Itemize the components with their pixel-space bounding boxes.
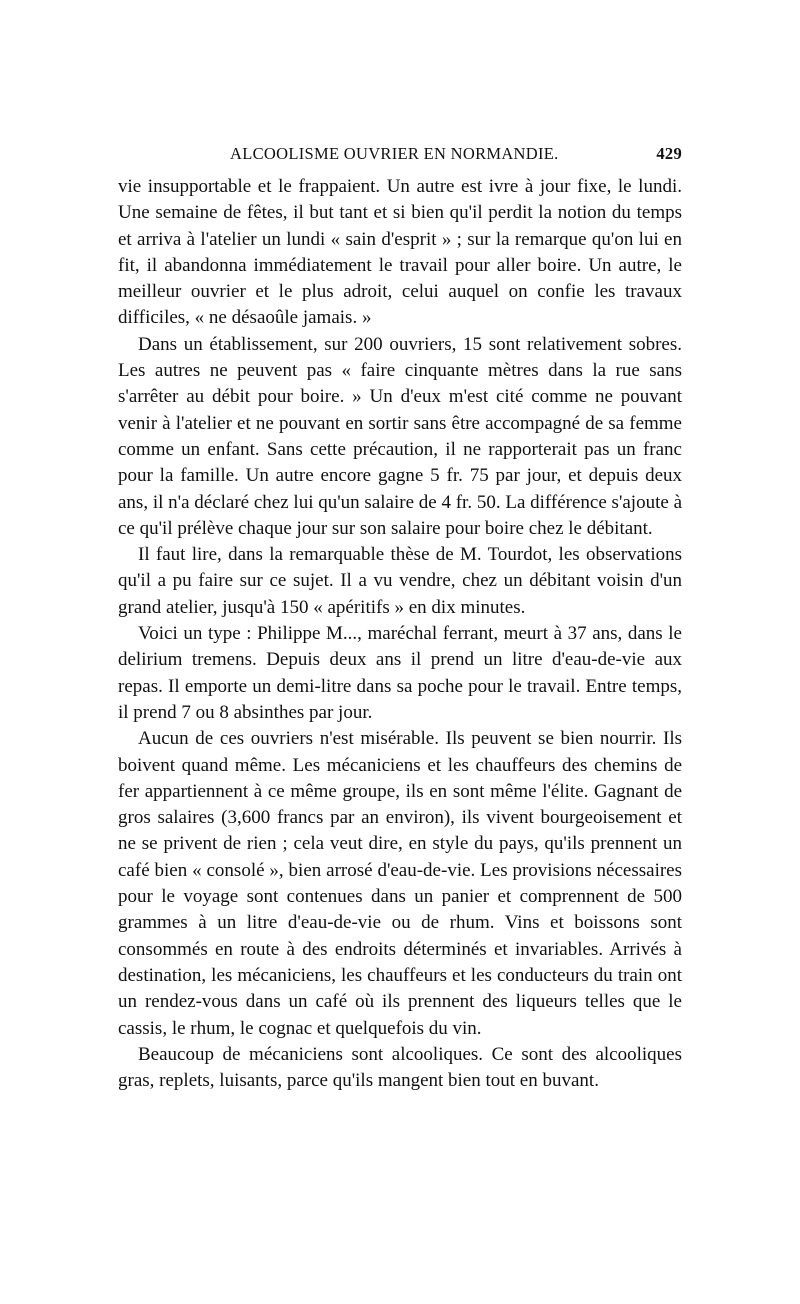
- paragraph: Aucun de ces ouvriers n'est misérable. Ils peuvent se bien nourrir. Ils boivent quand même. Les mécaniciens et les chauffeurs des chemins de fer appartiennent à ce même groupe, ils en sont même l'élite. Gagnant de gros salaires (3,600 francs par an environ), ils vivent bourgeoisement et ne se privent de rien ; cela veut dire, en style du pays, qu'ils prennent un café bien « consolé », bien arrosé d'eau-de-vie. Les provisions nécessaires pour le voyage sont contenues dans un panier et comprennent de 500 grammes à un litre d'eau-de-vie ou de rhum. Vins et boissons sont consommés en route à des endroits déterminés et invariables. Arrivés à destination, les mécaniciens, les chauffeurs et les conducteurs du train ont un rendez-vous dans un café où ils prennent des liqueurs telles que le cassis, le rhum, le cognac et quelquefois du vin.: [118, 728, 682, 1039]
- paragraph: Voici un type : Philippe M..., maréchal ferrant, meurt à 37 ans, dans le delirium tremens. Depuis deux ans il prend un litre d'eau-de-vie aux repas. Il emporte un demi-litre dans sa poche pour le travail. Entre temps, il prend 7 ou 8 absinthes par jour.: [118, 623, 682, 723]
- paragraph: Dans un établissement, sur 200 ouvriers, 15 sont relativement sobres. Les autres ne peuvent pas « faire cinquante mètres dans la rue sans s'arrêter au débit pour boire. » Un d'eux m'est cité comme ne pouvant venir à l'atelier et ne pouvant en sortir sans être accompagné de sa femme comme un enfant. Sans cette précaution, il ne rapporterait pas un franc pour la famille. Un autre encore gagne 5 fr. 75 par jour, et depuis deux ans, il n'a déclaré chez lui qu'un salaire de 4 fr. 50. La différence s'ajoute à ce qu'il prélève chaque jour sur son salaire pour boire chez le débitant.: [118, 333, 682, 539]
- body-text: [118, 174, 682, 1094]
- paragraph: Beaucoup de mécaniciens sont alcooliques. Ce sont des alcooliques gras, replets, luisants, parce qu'ils mangent bien tout en buvant.: [118, 1043, 682, 1092]
- running-header: [118, 144, 682, 174]
- paragraph-continuation: vie insupportable et le frappaient. Un autre est ivre à jour fixe, le lundi. Une semaine de fêtes, il but tant et si bien qu'il perdit la notion du temps et arriva à l'atelier un lundi « sain d'esprit » ; sur la remarque qu'on lui en fit, il abandonna immédiatement le travail pour aller boire. Un autre, le meilleur ouvrier et le plus adroit, celui auquel on confie les travaux difficiles, « ne désaoûle jamais. »: [118, 176, 682, 329]
- paragraph: Il faut lire, dans la remarquable thèse de M. Tourdot, les observations qu'il a pu faire sur ce sujet. Il a vu vendre, chez un débitant voisin d'un grand atelier, jusqu'à 150 « apéritifs » en dix minutes.: [118, 544, 682, 618]
- running-title: ALCOOLISME OUVRIER EN NORMANDIE.: [230, 144, 559, 163]
- page-number: 429: [656, 144, 682, 163]
- book-page: [118, 144, 682, 1094]
